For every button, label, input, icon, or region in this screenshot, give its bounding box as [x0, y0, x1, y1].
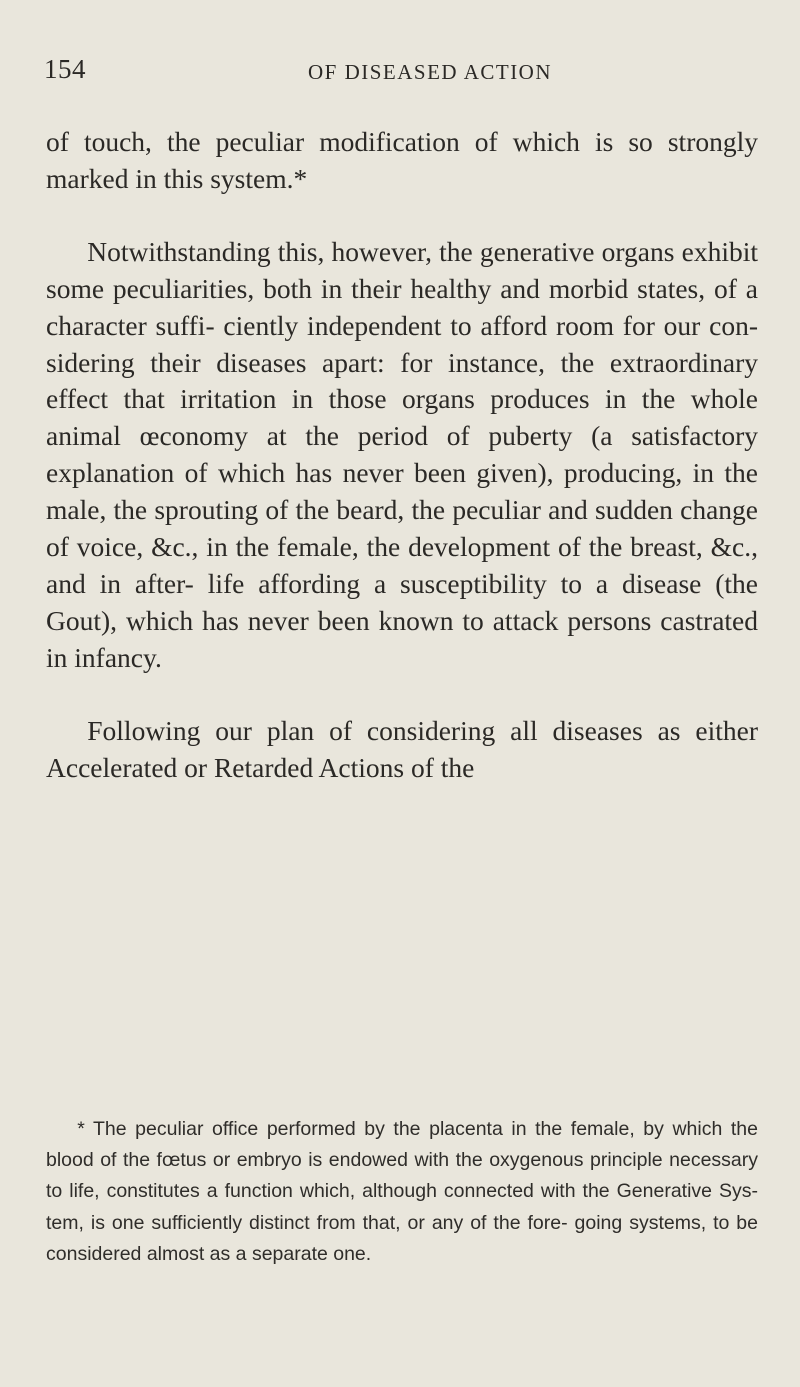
body-text	[46, 124, 758, 787]
running-head: OF DISEASED ACTION	[308, 60, 553, 84]
paragraph-following-plan: Following our plan of considering all diseases as either Accelerated or Retarded Actions of the	[46, 714, 758, 783]
paragraph-generative-organs: Notwithstanding this, however, the generative organs exhibit some peculiarities, both in their healthy and morbid states, of a character suffi- ciently independent to afford room for our con- sidering their diseases apart: for instance, the extraordinary effect that irritation in those organs produces in the whole animal œconomy at the period of puberty (a satisfactory explanation of which has never been given), producing, in the male, the sprouting of the beard, the peculiar and sudden change of voice, &c., in the female, the development of the breast, &c., and in after- life affording a susceptibility to a disease (the Gout), which has never been known to attack persons castrated in infancy.	[46, 235, 758, 673]
footnote: * The peculiar office performed by the placenta in the female, by which the blood of the fœtus or embryo is endowed with the oxygenous principle necessary to life, constitutes a function which, although connected with the Generative Sys- tem, is one sufficiently distinct from that, or any of the fore- going systems, to be considered almost as a separate one.	[46, 1118, 758, 1265]
page-number: 154	[44, 54, 86, 84]
paragraph-continuation: of touch, the peculiar modification of which is so strongly marked in this system.*	[46, 126, 758, 194]
page-header	[44, 54, 756, 94]
